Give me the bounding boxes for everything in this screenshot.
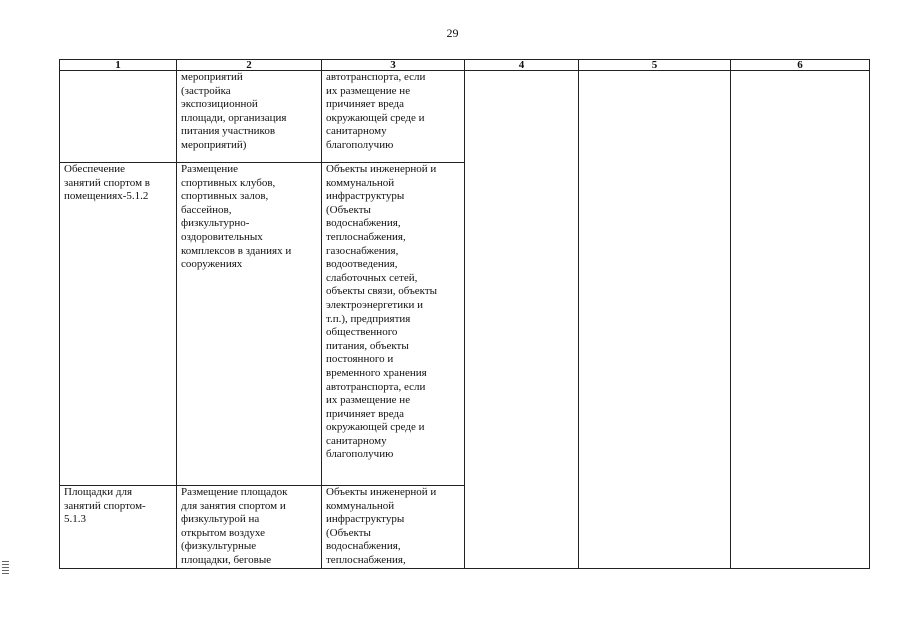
land-use-type-cell — [60, 71, 177, 163]
binder-mark — [2, 561, 9, 575]
column-4-cell — [465, 71, 579, 569]
description-cell: мероприятий (застройка экспозиционной площади, организация питания участников мероприятий) — [177, 71, 322, 163]
auxiliary-uses-cell: Объекты инженерной и коммунальной инфраструктуры (Объекты водоснабжения, теплоснабжения, — [322, 486, 465, 569]
column-5-cell — [579, 71, 731, 569]
table-header-row — [60, 60, 870, 71]
column-header-6: 6 — [731, 60, 870, 71]
column-header-1: 1 — [60, 60, 177, 71]
column-header-3: 3 — [322, 60, 465, 71]
land-use-type-cell: Обеспечение занятий спортом в помещениях-5.1.2 — [60, 163, 177, 486]
column-6-cell — [731, 71, 870, 569]
page-number: 29 — [446, 26, 459, 40]
land-use-type-cell: Площадки для занятий спортом- 5.1.3 — [60, 486, 177, 569]
description-cell: Размещение площадок для занятия спортом и физкультурой на открытом воздухе (физкультурные площадки, беговые — [177, 486, 322, 569]
column-header-5: 5 — [579, 60, 731, 71]
table-row — [60, 71, 870, 163]
land-use-table — [59, 59, 870, 569]
column-header-4: 4 — [465, 60, 579, 71]
description-cell: Размещение спортивных клубов, спортивных залов, бассейнов, физкультурно- оздоровительных комплексов в зданиях и сооружениях — [177, 163, 322, 486]
auxiliary-uses-cell: Объекты инженерной и коммунальной инфраструктуры (Объекты водоснабжения, теплоснабжения, газоснабжения, водоотведения, слаботочных сетей, объекты связи, объекты электроэнергетики и т.п.), предприятия общественного питания, объекты постоянного и временного хранения автотранспорта, если их размещение не причиняет вреда окружающей среде и санитарному благополучию — [322, 163, 465, 486]
auxiliary-uses-cell: автотранспорта, если их размещение не причиняет вреда окружающей среде и санитарному благополучию — [322, 71, 465, 163]
column-header-2: 2 — [177, 60, 322, 71]
